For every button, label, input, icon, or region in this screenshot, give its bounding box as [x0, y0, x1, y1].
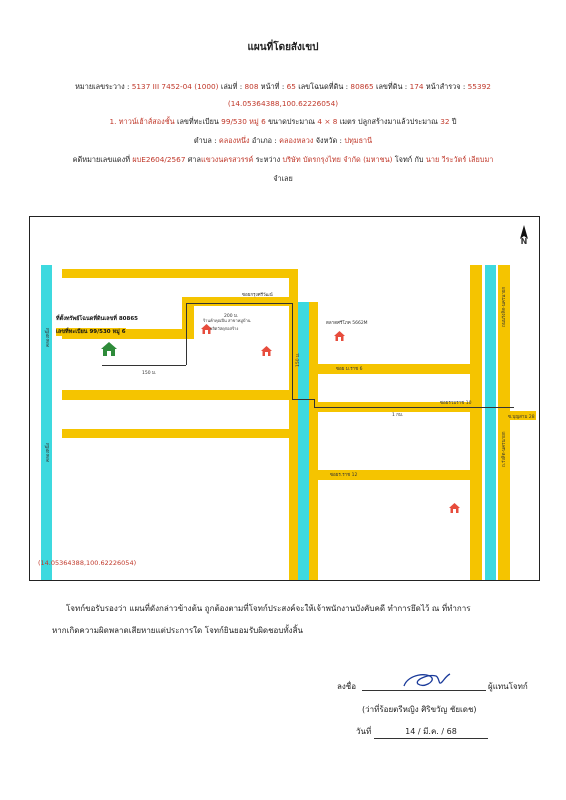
house-icon [448, 499, 461, 511]
label-plaintiff: โจทก์ กับ [392, 155, 426, 164]
sign-label: ลงชื่อ [337, 682, 357, 691]
map-coords: (14.05364388,100.62226054) [38, 559, 137, 567]
label-poi-3: ตลาดศรีโภค 5662M [326, 321, 368, 326]
label-dist-vert: 150 ม. [296, 352, 301, 367]
label-deed: เลขโฉนดที่ดิน : [295, 82, 351, 91]
value-defendant: นาย วีระวัตร์ เลียบมา [425, 155, 494, 164]
house-icon [333, 327, 346, 339]
label-land-no: เลขที่ดิน : [373, 82, 410, 91]
location-map [29, 216, 540, 581]
label-size: ขนาดประมาณ [265, 117, 318, 126]
route-seg-3 [186, 303, 187, 325]
route-seg-4 [186, 303, 292, 304]
property-label: ที่ตั้งทรัพย์โฉนดที่ดินเลขที่ 80865 [56, 316, 138, 322]
label-soi-10: ซอยรวมราช 10 [440, 401, 472, 406]
route-seg-7 [314, 399, 315, 407]
value-case: ผบE2604/2567 [132, 155, 186, 164]
house-icon [260, 342, 273, 354]
value-size: 4 × 8 [317, 117, 338, 126]
label-soi-6: ซอย ม.ราช 6 [336, 367, 363, 372]
sign-role: ผู้แทนโจทก์ [488, 682, 528, 691]
label-court: ศาล [185, 155, 201, 164]
value-court: แขวงนครสวรรค์ [201, 155, 254, 164]
label-age: เมตร ปลูกสร้างมาแล้วประมาณ [337, 117, 441, 126]
date-label: วันที่ [356, 727, 372, 736]
canal-left [41, 265, 52, 580]
road-v-right [470, 265, 482, 580]
label-subdistrict: ตำบล : [193, 136, 219, 145]
road-v-center [289, 269, 298, 580]
route-seg-2 [186, 325, 187, 365]
label-survey: หน้าสำรวจ : [423, 82, 468, 91]
certification-text-2: หากเกิดความผิดพลาดเสียหายแต่ประการใด โจทก์ยินยอมรับผิดชอบทั้งสิ้น [52, 626, 303, 635]
route-seg-1 [102, 365, 186, 366]
page-title: แผนที่โดยสังเขป [247, 42, 319, 53]
route-seg-5 [292, 303, 293, 399]
label-soi-28: ซ.บุญสาม 28 [508, 415, 535, 420]
label-province: จังหวัด : [313, 136, 345, 145]
value-book: 808 [244, 82, 259, 91]
header-line-4 [0, 136, 566, 147]
value-province: ปทุมธานี [344, 136, 373, 145]
canal-center [298, 302, 309, 580]
route-seg-8 [314, 407, 514, 408]
route-seg-6 [292, 399, 314, 400]
north-label: N [520, 237, 528, 246]
date-value: 14 / มี.ค. / 68 [374, 725, 488, 739]
label-dist-mid: 1 กม. [392, 413, 404, 418]
signer-name: (ว่าที่ร้อยตรีหญิง ศิริขวัญ ชัยเดช) [362, 705, 477, 714]
label-reg: เลขที่ทะเบียน [174, 117, 222, 126]
signature-image [398, 668, 458, 692]
header-line-1 [0, 82, 566, 93]
road-v-center2 [309, 302, 318, 580]
road-soi-top [192, 297, 292, 306]
label-year: ปี [449, 117, 457, 126]
road-h3 [62, 390, 292, 400]
header-line-3 [0, 117, 566, 128]
value-plaintiff: บริษัท บัตรกรุงไทย จำกัด (มหาชน) [282, 155, 393, 164]
label-road-right: ถนนรังสิต-นครนายก [502, 286, 507, 327]
canal-right [485, 265, 496, 580]
label-page: หน้าที่ : [258, 82, 287, 91]
value-page: 65 [286, 82, 296, 91]
label-soi-12: ซอยร.ราช 12 [330, 473, 358, 478]
label-canal-left: คลองหนึ่ง [46, 328, 51, 347]
value-reg: 99/530 หมู่ 6 [221, 117, 266, 126]
value-deed: 80865 [350, 82, 374, 91]
value-age: 32 [440, 117, 450, 126]
property-reg-label: เลขที่ทะเบียน 99/530 หมู่ 6 [56, 329, 126, 335]
label-book: เล่มที่ : [218, 82, 245, 91]
header-coords: (14.05364388,100.62226054) [227, 99, 339, 108]
value-survey: 55392 [467, 82, 491, 91]
label-canal-left-2: คลองหนึ่ง [46, 443, 51, 462]
property-house-icon [100, 341, 118, 357]
label-between: ระหว่าง [253, 155, 283, 164]
value-land-no: 174 [409, 82, 424, 91]
label-district: อำเภอ : [249, 136, 280, 145]
label-defendant: จำเลย [273, 174, 293, 183]
value-subdistrict: คลองหนึ่ง [218, 136, 250, 145]
label-dist-left: 150 ม. [142, 371, 157, 376]
road-h1 [62, 269, 290, 278]
building-type: 1. ทาวน์เฮ้าส์สองชั้น [109, 117, 175, 126]
certification-text-1: โจทก์ขอรับรองว่า แผนที่ดังกล่าวข้างต้น ถูกต้องตามที่โจทก์ประสงค์จะให้เจ้าพนักงานบังคับคดี ทำการยึดไว้ ณ ที่ทำการ [66, 604, 471, 613]
label-dist-top: 200 ม. [224, 314, 239, 319]
label-soi-top: ซอยกรุงศรีวัฒน์ [242, 293, 273, 298]
header-line-5 [0, 155, 566, 166]
label-case: คดีหมายเลขแดงที่ [72, 155, 133, 164]
road-h4 [62, 429, 292, 438]
value-sheet: 5137 III 7452-04 (1000) [131, 82, 219, 91]
value-district: คลองหลวง [279, 136, 314, 145]
label-road-right-2: ถ.รังสิต-นครนายก [502, 431, 507, 467]
label-poi-2: ผลิตวัสดุก่อสร้าง [210, 326, 239, 331]
label-sheet: หมายเลขระวาง : [75, 82, 132, 91]
label-poi-1: ร้านค้าคุณปิ่น สาขาหมู่บ้าน [203, 318, 251, 323]
